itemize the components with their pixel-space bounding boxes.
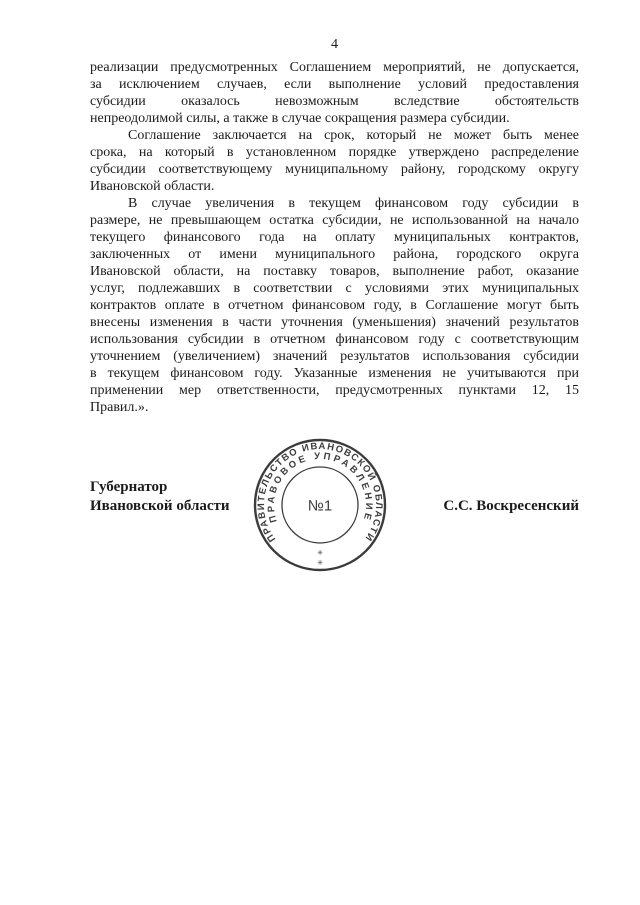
text-line: непреодолимой силы, а также в случае сокращения размера субсидии.: [90, 111, 510, 126]
text-line: контрактов оплате в отчетном финансовом году, в Соглашение могут быть: [90, 298, 579, 313]
text-line: текущего финансового года на оплату муниципальных контрактов,: [90, 230, 579, 245]
text-line: в текущем финансовом году. Указанные изменения не учитываются при: [90, 366, 579, 381]
official-stamp: [250, 435, 390, 575]
text-line: Соглашение заключается на срок, который не может быть менее: [128, 128, 579, 143]
text-line: применении мер ответственности, предусмотренных пунктами 12, 15: [90, 383, 579, 398]
stamp-separator-icon: ✳: [317, 550, 323, 557]
text-line: услуг, подлежавших в соответствии с условиями этих муниципальных: [90, 281, 579, 296]
text-line: заключенных от имени муниципального района, городского округа: [90, 247, 579, 262]
signatory-name: С.С. Воскресенский: [443, 498, 579, 514]
stamp-separator-icon: ✳: [317, 560, 323, 567]
text-line: субсидии соответствующему муниципальному району, городскому округу: [90, 162, 579, 177]
stamp-number: №1: [307, 497, 333, 515]
text-line: В случае увеличения в текущем финансовом году субсидии в: [128, 196, 579, 211]
signatory-title: [90, 478, 230, 516]
text-line: за исключением случаев, если выполнение условий предоставления: [90, 77, 579, 92]
text-line: использования субсидии в отчетном финансовом году с соответствующим: [90, 332, 579, 347]
text-line: субсидии оказалось невозможным вследствие обстоятельств: [90, 94, 579, 109]
signatory-title-line2: Ивановской области: [90, 498, 230, 514]
text-line: Ивановской области, на поставку товаров, выполнение работ, оказание: [90, 264, 579, 279]
text-line: реализации предусмотренных Соглашением мероприятий, не допускается,: [90, 60, 579, 75]
page-number: 4: [331, 37, 338, 52]
document-body: [90, 59, 579, 416]
stamp-inner-text: ПРАВОВОЕ УПРАВЛЕНИЕ: [265, 450, 375, 524]
stamp-outer-text: ПРАВИТЕЛЬСТВО ИВАНОВСКОЙ ОБЛАСТИ: [255, 440, 385, 544]
text-line: срока, на который в установленном порядке утверждено распределение: [90, 145, 579, 160]
text-line: Правил.».: [90, 400, 149, 415]
text-line: Ивановской области.: [90, 179, 215, 194]
text-line: уточнением (увеличением) значений результатов использования субсидии: [90, 349, 579, 364]
text-line: внесены изменения в части уточнения (уменьшения) значений результатов: [90, 315, 579, 330]
text-line: размере, не превышающем остатка субсидии, не использованной на начало: [90, 213, 579, 228]
signatory-title-line1: Губернатор: [90, 479, 168, 495]
